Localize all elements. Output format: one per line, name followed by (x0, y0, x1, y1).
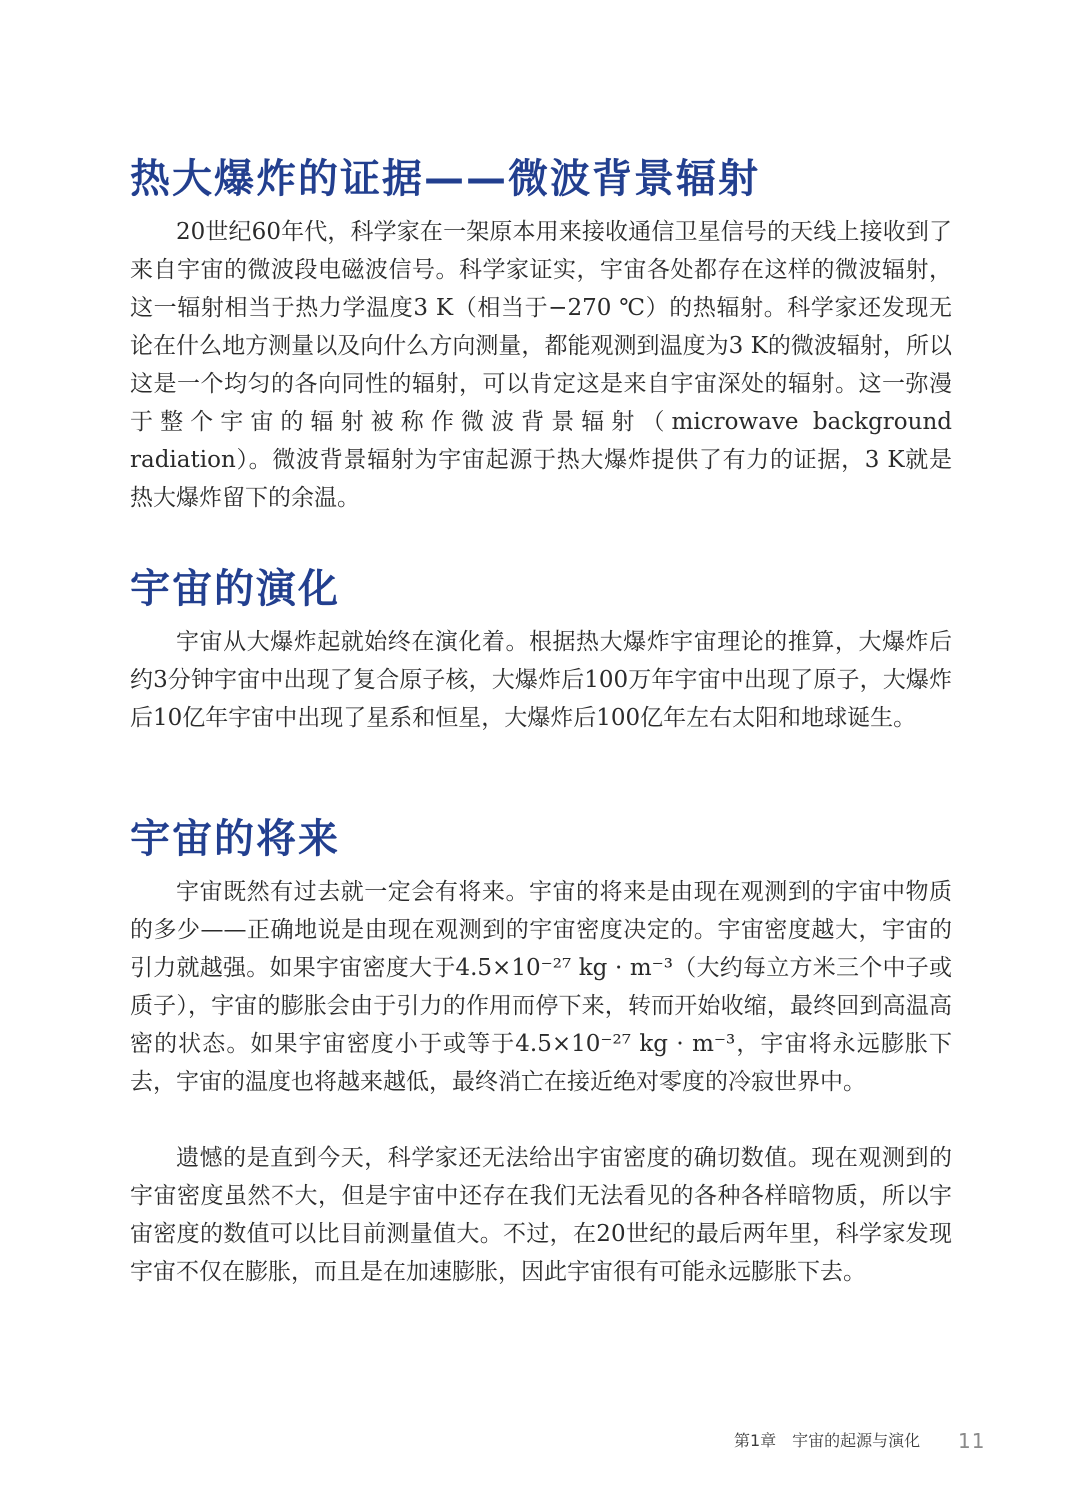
paragraph-cmb-evidence: 20世纪60年代，科学家在一架原本用来接收通信卫星信号的天线上接收到了来自宇宙的微波段电磁波信号。科学家证实，宇宙各处都存在这样的微波辐射，这一辐射相当于热力学温度3 K（相当于−270 ℃）的热辐射。科学家还发现无论在什么地方测量以及向什么方向测量，都能观测到温度为3 K的微波辐射，所以这是一个均匀的各向同性的辐射，可以肯定这是来自宇宙深处的辐射。这一弥漫于整个宇宙的辐射被称作微波背景辐射（microwave background radiation）。微波背景辐射为宇宙起源于热大爆炸提供了有力的证据，3 K就是热大爆炸留下的余温。 (130, 219, 952, 511)
section-title-cmb-evidence: 热大爆炸的证据——微波背景辐射 (130, 156, 760, 202)
section-title-universe-future: 宇宙的将来 (130, 816, 340, 862)
paragraph-universe-future-2: 遗憾的是直到今天，科学家还无法给出宇宙密度的确切数值。现在观测到的宇宙密度虽然不大，但是宇宙中还存在我们无法看见的各种各样暗物质，所以宇宙密度的数值可以比目前测量值大。不过，在20世纪的最后两年里，科学家发现宇宙不仅在膨胀，而且是在加速膨胀，因此宇宙很有可能永远膨胀下去。 (130, 1145, 952, 1285)
paragraph-universe-future-1: 宇宙既然有过去就一定会有将来。宇宙的将来是由现在观测到的宇宙中物质的多少——正确地说是由现在观测到的宇宙密度决定的。宇宙密度越大，宇宙的引力就越强。如果宇宙密度大于4.5×10⁻²⁷ kg · m⁻³（大约每立方米三个中子或质子），宇宙的膨胀会由于引力的作用而停下来，转而开始收缩，最终回到高温高密的状态。如果宇宙密度小于或等于4.5×10⁻²⁷ kg · m⁻³，宇宙将永远膨胀下去，宇宙的温度也将越来越低，最终消亡在接近绝对零度的冷寂世界中。 (130, 879, 952, 1095)
section-title-universe-evolution: 宇宙的演化 (130, 566, 340, 612)
footer-chapter-title: 第1章 宇宙的起源与演化 (734, 1431, 921, 1450)
page-number: 11 (958, 1429, 986, 1453)
paragraph-universe-evolution: 宇宙从大爆炸起就始终在演化着。根据热大爆炸宇宙理论的推算，大爆炸后约3分钟宇宙中出现了复合原子核，大爆炸后100万年宇宙中出现了原子，大爆炸后10亿年宇宙中出现了星系和恒星，大爆炸后100亿年左右太阳和地球诞生。 (130, 629, 952, 731)
